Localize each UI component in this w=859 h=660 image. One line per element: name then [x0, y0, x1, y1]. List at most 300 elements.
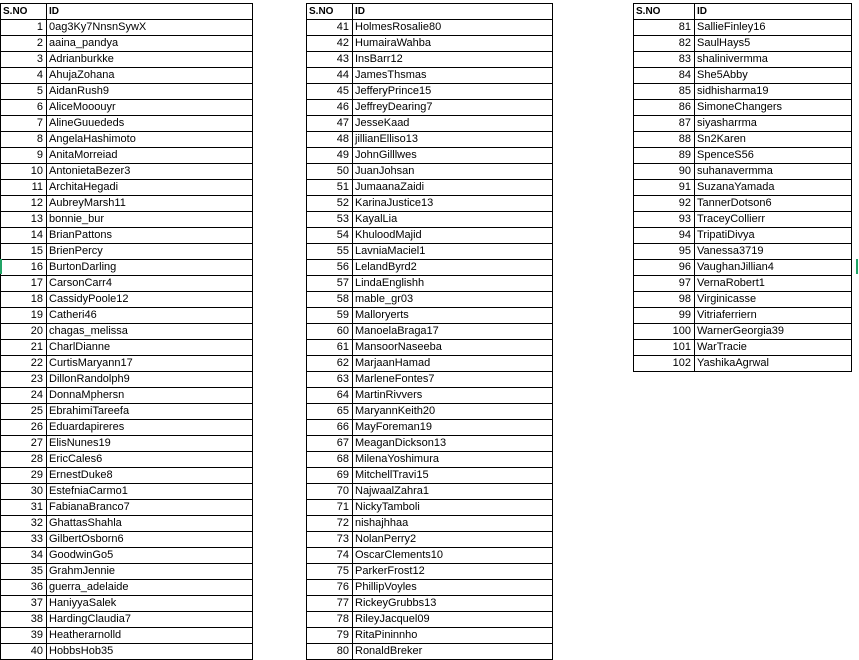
id-cell[interactable]: GilbertOsborn6: [47, 532, 253, 548]
sno-cell[interactable]: 3: [1, 52, 47, 68]
table-row: [634, 20, 852, 36]
id-cell[interactable]: NolanPerry2: [353, 532, 553, 548]
id-table-block-3: [633, 3, 852, 372]
table-row: [307, 292, 553, 308]
id-cell[interactable]: suhanavermma: [695, 164, 852, 180]
row-marker-right: [856, 259, 858, 274]
sno-cell[interactable]: 41: [307, 20, 353, 36]
sno-cell[interactable]: 11: [1, 180, 47, 196]
table-row: [307, 116, 553, 132]
table-row: [1, 276, 253, 292]
sno-cell[interactable]: 82: [634, 36, 695, 52]
table-row: [307, 532, 553, 548]
id-cell[interactable]: JeffreyDearing7: [353, 100, 553, 116]
id-cell[interactable]: MilenaYoshimura: [353, 452, 553, 468]
table-row: [307, 20, 553, 36]
id-cell[interactable]: HaniyyaSalek: [47, 596, 253, 612]
id-cell[interactable]: bonnie_bur: [47, 212, 253, 228]
table-row: [1, 500, 253, 516]
table-row: [307, 260, 553, 276]
header-row: [307, 4, 553, 20]
table-row: [1, 244, 253, 260]
id-cell[interactable]: JefferyPrince15: [353, 84, 553, 100]
id-cell[interactable]: WarnerGeorgia39: [695, 324, 852, 340]
table-row: [307, 100, 553, 116]
table-row: [307, 68, 553, 84]
sno-cell[interactable]: 20: [1, 324, 47, 340]
id-cell[interactable]: ErnestDuke8: [47, 468, 253, 484]
sno-cell[interactable]: 39: [1, 628, 47, 644]
table-row: [307, 228, 553, 244]
id-cell[interactable]: Catheri46: [47, 308, 253, 324]
sno-cell[interactable]: 43: [307, 52, 353, 68]
sno-cell[interactable]: 78: [307, 612, 353, 628]
table-row: [307, 372, 553, 388]
sno-cell[interactable]: 34: [1, 548, 47, 564]
sno-cell[interactable]: 10: [1, 164, 47, 180]
sno-cell[interactable]: 51: [307, 180, 353, 196]
table-row: [1, 596, 253, 612]
table-row: [307, 180, 553, 196]
table-row: [1, 420, 253, 436]
sno-cell[interactable]: 83: [634, 52, 695, 68]
table-row: [634, 292, 852, 308]
id-cell[interactable]: LavniaMaciel1: [353, 244, 553, 260]
sno-cell[interactable]: 6: [1, 100, 47, 116]
sno-cell[interactable]: 53: [307, 212, 353, 228]
sno-cell[interactable]: 86: [634, 100, 695, 116]
table-row: [1, 196, 253, 212]
sno-cell[interactable]: 84: [634, 68, 695, 84]
sno-cell[interactable]: 75: [307, 564, 353, 580]
sno-cell[interactable]: 54: [307, 228, 353, 244]
id-cell[interactable]: DonnaMphersn: [47, 388, 253, 404]
sno-cell[interactable]: 1: [1, 20, 47, 36]
id-cell[interactable]: Vitriaferriern: [695, 308, 852, 324]
sno-cell[interactable]: 31: [1, 500, 47, 516]
id-table-block-2: [306, 3, 553, 660]
id-cell[interactable]: AidanRush9: [47, 84, 253, 100]
table-row: [1, 324, 253, 340]
id-cell[interactable]: AhujaZohana: [47, 68, 253, 84]
id-cell[interactable]: JohnGilllwes: [353, 148, 553, 164]
id-cell[interactable]: RickeyGrubbs13: [353, 596, 553, 612]
table-row: [307, 388, 553, 404]
sno-cell[interactable]: 26: [1, 420, 47, 436]
sno-cell[interactable]: 22: [1, 356, 47, 372]
sno-cell[interactable]: 8: [1, 132, 47, 148]
table-row: [634, 324, 852, 340]
sno-cell[interactable]: 89: [634, 148, 695, 164]
id-cell[interactable]: CassidyPoole12: [47, 292, 253, 308]
sno-cell[interactable]: 94: [634, 228, 695, 244]
id-cell[interactable]: TripatiDivya: [695, 228, 852, 244]
sno-cell[interactable]: 59: [307, 308, 353, 324]
id-cell[interactable]: VaughanJillian4: [695, 260, 852, 276]
id-cell[interactable]: LelandByrd2: [353, 260, 553, 276]
id-cell[interactable]: Sn2Karen: [695, 132, 852, 148]
id-cell[interactable]: JesseKaad: [353, 116, 553, 132]
sno-cell[interactable]: 71: [307, 500, 353, 516]
table-row: [634, 244, 852, 260]
id-cell[interactable]: EstefniaCarmo1: [47, 484, 253, 500]
table-row: [1, 68, 253, 84]
table-row: [307, 148, 553, 164]
id-cell[interactable]: Virginicasse: [695, 292, 852, 308]
id-cell[interactable]: CarsonCarr4: [47, 276, 253, 292]
sno-cell[interactable]: 47: [307, 116, 353, 132]
table-row: [1, 644, 253, 660]
table-row: [307, 244, 553, 260]
table-row: [307, 420, 553, 436]
sno-cell[interactable]: 16: [1, 260, 47, 276]
sno-cell[interactable]: 18: [1, 292, 47, 308]
sno-cell[interactable]: 46: [307, 100, 353, 116]
sno-cell[interactable]: 66: [307, 420, 353, 436]
sno-cell[interactable]: 91: [634, 180, 695, 196]
sno-cell[interactable]: 64: [307, 388, 353, 404]
id-cell[interactable]: RitaPininnho: [353, 628, 553, 644]
table-row: [1, 372, 253, 388]
sno-cell[interactable]: 87: [634, 116, 695, 132]
sno-cell[interactable]: 33: [1, 532, 47, 548]
table-row: [634, 84, 852, 100]
sno-cell[interactable]: 85: [634, 84, 695, 100]
id-cell[interactable]: RileyJacquel09: [353, 612, 553, 628]
id-cell[interactable]: GhattasShahla: [47, 516, 253, 532]
sno-cell[interactable]: 93: [634, 212, 695, 228]
table-row: [634, 340, 852, 356]
table-row: [307, 404, 553, 420]
id-cell[interactable]: nishajhhaa: [353, 516, 553, 532]
table-row: [307, 52, 553, 68]
id-cell[interactable]: guerra_adelaide: [47, 580, 253, 596]
id-cell[interactable]: VernaRobert1: [695, 276, 852, 292]
id-cell[interactable]: AlineGuuededs: [47, 116, 253, 132]
sno-cell[interactable]: 38: [1, 612, 47, 628]
sno-cell[interactable]: 13: [1, 212, 47, 228]
id-cell[interactable]: YashikaAgrwal: [695, 356, 852, 372]
table-row: [634, 308, 852, 324]
table-row: [1, 388, 253, 404]
table-row: [1, 564, 253, 580]
sno-cell[interactable]: 30: [1, 484, 47, 500]
table-row: [1, 148, 253, 164]
id-cell[interactable]: Adrianburkke: [47, 52, 253, 68]
id-cell[interactable]: KhuloodMajid: [353, 228, 553, 244]
sno-cell[interactable]: 102: [634, 356, 695, 372]
id-cell[interactable]: SuzanaYamada: [695, 180, 852, 196]
table-row: [307, 484, 553, 500]
id-cell[interactable]: chagas_melissa: [47, 324, 253, 340]
sno-cell[interactable]: 37: [1, 596, 47, 612]
table-row: [307, 436, 553, 452]
id-cell[interactable]: Eduardapireres: [47, 420, 253, 436]
sno-cell[interactable]: 90: [634, 164, 695, 180]
id-cell[interactable]: aaina_pandya: [47, 36, 253, 52]
sno-cell[interactable]: 4: [1, 68, 47, 84]
sno-header[interactable]: S.NO: [634, 4, 695, 20]
sno-header[interactable]: S.NO: [307, 4, 353, 20]
id-cell[interactable]: NickyTamboli: [353, 500, 553, 516]
table-row: [1, 36, 253, 52]
table-row: [1, 308, 253, 324]
sno-cell[interactable]: 68: [307, 452, 353, 468]
id-cell[interactable]: shalinivermma: [695, 52, 852, 68]
sno-header[interactable]: S.NO: [1, 4, 47, 20]
table-row: [307, 500, 553, 516]
table-row: [307, 452, 553, 468]
id-cell[interactable]: TraceyCollierr: [695, 212, 852, 228]
sno-cell[interactable]: 28: [1, 452, 47, 468]
id-cell[interactable]: MarleneFontes7: [353, 372, 553, 388]
table-row: [307, 468, 553, 484]
sno-cell[interactable]: 35: [1, 564, 47, 580]
sno-cell[interactable]: 63: [307, 372, 353, 388]
sno-cell[interactable]: 99: [634, 308, 695, 324]
id-cell[interactable]: DillonRandolph9: [47, 372, 253, 388]
table-row: [1, 132, 253, 148]
id-cell[interactable]: GrahmJennie: [47, 564, 253, 580]
table-row: [307, 564, 553, 580]
id-cell[interactable]: She5Abby: [695, 68, 852, 84]
id-cell[interactable]: SallieFinley16: [695, 20, 852, 36]
id-cell[interactable]: ParkerFrost12: [353, 564, 553, 580]
sno-cell[interactable]: 77: [307, 596, 353, 612]
id-cell[interactable]: SimoneChangers: [695, 100, 852, 116]
table-row: [1, 484, 253, 500]
table-row: [1, 532, 253, 548]
id-cell[interactable]: AnitaMorreiad: [47, 148, 253, 164]
id-cell[interactable]: MansoorNaseeba: [353, 340, 553, 356]
sno-cell[interactable]: 44: [307, 68, 353, 84]
sno-cell[interactable]: 69: [307, 468, 353, 484]
id-cell[interactable]: ArchitaHegadi: [47, 180, 253, 196]
id-cell[interactable]: PhillipVoyles: [353, 580, 553, 596]
sno-cell[interactable]: 48: [307, 132, 353, 148]
id-cell[interactable]: Vanessa3719: [695, 244, 852, 260]
table-row: [307, 84, 553, 100]
id-cell[interactable]: BurtonDarling: [47, 260, 253, 276]
sno-cell[interactable]: 73: [307, 532, 353, 548]
id-cell[interactable]: GoodwinGo5: [47, 548, 253, 564]
sno-cell[interactable]: 50: [307, 164, 353, 180]
id-cell[interactable]: BrianPattons: [47, 228, 253, 244]
sno-cell[interactable]: 5: [1, 84, 47, 100]
table-row: [1, 228, 253, 244]
id-cell[interactable]: MaryannKeith20: [353, 404, 553, 420]
sno-cell[interactable]: 27: [1, 436, 47, 452]
id-cell[interactable]: AngelaHashimoto: [47, 132, 253, 148]
id-cell[interactable]: MayForeman19: [353, 420, 553, 436]
id-cell[interactable]: 0ag3Ky7NnsnSywX: [47, 20, 253, 36]
table-row: [1, 212, 253, 228]
id-cell[interactable]: CharlDianne: [47, 340, 253, 356]
id-cell[interactable]: AliceMooouyr: [47, 100, 253, 116]
id-header[interactable]: ID: [353, 4, 553, 20]
table-row: [1, 292, 253, 308]
id-cell[interactable]: JamesThsmas: [353, 68, 553, 84]
sno-cell[interactable]: 61: [307, 340, 353, 356]
sno-cell[interactable]: 15: [1, 244, 47, 260]
sno-cell[interactable]: 72: [307, 516, 353, 532]
table-row: [307, 340, 553, 356]
id-cell[interactable]: Malloryerts: [353, 308, 553, 324]
table-row: [634, 36, 852, 52]
sno-cell[interactable]: 42: [307, 36, 353, 52]
sno-cell[interactable]: 97: [634, 276, 695, 292]
sno-cell[interactable]: 95: [634, 244, 695, 260]
table-row: [1, 628, 253, 644]
sno-cell[interactable]: 45: [307, 84, 353, 100]
table-row: [634, 180, 852, 196]
id-cell[interactable]: MeaganDickson13: [353, 436, 553, 452]
id-cell[interactable]: KayalLia: [353, 212, 553, 228]
sno-cell[interactable]: 17: [1, 276, 47, 292]
table-row: [307, 596, 553, 612]
table-row: [1, 116, 253, 132]
sno-cell[interactable]: 49: [307, 148, 353, 164]
id-cell[interactable]: AubreyMarsh11: [47, 196, 253, 212]
sno-cell[interactable]: 12: [1, 196, 47, 212]
sno-cell[interactable]: 101: [634, 340, 695, 356]
id-cell[interactable]: HumairaWahba: [353, 36, 553, 52]
table-row: [307, 644, 553, 660]
sno-cell[interactable]: 98: [634, 292, 695, 308]
sno-cell[interactable]: 19: [1, 308, 47, 324]
sno-cell[interactable]: 76: [307, 580, 353, 596]
id-cell[interactable]: KarinaJustice13: [353, 196, 553, 212]
id-cell[interactable]: RonaldBreker: [353, 644, 553, 660]
sno-cell[interactable]: 88: [634, 132, 695, 148]
sno-cell[interactable]: 80: [307, 644, 353, 660]
table-row: [1, 452, 253, 468]
id-cell[interactable]: WarTracie: [695, 340, 852, 356]
id-cell[interactable]: OscarClements10: [353, 548, 553, 564]
header-row: [1, 4, 253, 20]
id-cell[interactable]: JumaanaZaidi: [353, 180, 553, 196]
table-row: [634, 228, 852, 244]
sno-cell[interactable]: 2: [1, 36, 47, 52]
sno-cell[interactable]: 24: [1, 388, 47, 404]
id-cell[interactable]: TannerDotson6: [695, 196, 852, 212]
header-row: [634, 4, 852, 20]
sno-cell[interactable]: 25: [1, 404, 47, 420]
sno-cell[interactable]: 21: [1, 340, 47, 356]
sno-cell[interactable]: 92: [634, 196, 695, 212]
sno-cell[interactable]: 29: [1, 468, 47, 484]
table-row: [307, 276, 553, 292]
row-marker-left: [0, 259, 2, 274]
id-cell[interactable]: ElisNunes19: [47, 436, 253, 452]
sno-cell[interactable]: 7: [1, 116, 47, 132]
sno-cell[interactable]: 52: [307, 196, 353, 212]
sno-cell[interactable]: 14: [1, 228, 47, 244]
table-row: [634, 148, 852, 164]
id-cell[interactable]: SpenceS56: [695, 148, 852, 164]
id-cell[interactable]: JuanJohsan: [353, 164, 553, 180]
table-row: [634, 356, 852, 372]
table-row: [1, 52, 253, 68]
table-row: [1, 100, 253, 116]
sno-cell[interactable]: 70: [307, 484, 353, 500]
sno-cell[interactable]: 55: [307, 244, 353, 260]
table-row: [1, 436, 253, 452]
table-row: [634, 68, 852, 84]
sno-cell[interactable]: 67: [307, 436, 353, 452]
sno-cell[interactable]: 58: [307, 292, 353, 308]
table-row: [307, 36, 553, 52]
table-row: [634, 52, 852, 68]
id-cell[interactable]: BrienPercy: [47, 244, 253, 260]
id-cell[interactable]: EricCales6: [47, 452, 253, 468]
sno-cell[interactable]: 96: [634, 260, 695, 276]
id-cell[interactable]: sidhisharma19: [695, 84, 852, 100]
table-row: [1, 612, 253, 628]
sno-cell[interactable]: 74: [307, 548, 353, 564]
id-cell[interactable]: CurtisMaryann17: [47, 356, 253, 372]
sno-cell[interactable]: 81: [634, 20, 695, 36]
id-cell[interactable]: MitchellTravi15: [353, 468, 553, 484]
id-cell[interactable]: MartinRivvers: [353, 388, 553, 404]
table-row: [634, 196, 852, 212]
table-row: [1, 548, 253, 564]
id-cell[interactable]: siyasharrma: [695, 116, 852, 132]
id-cell[interactable]: jillianElliso13: [353, 132, 553, 148]
sno-cell[interactable]: 62: [307, 356, 353, 372]
table-row: [1, 580, 253, 596]
sno-cell[interactable]: 36: [1, 580, 47, 596]
id-cell[interactable]: HobbsHob35: [47, 644, 253, 660]
sno-cell[interactable]: 60: [307, 324, 353, 340]
table-row: [307, 164, 553, 180]
table-row: [307, 580, 553, 596]
id-cell[interactable]: FabianaBranco7: [47, 500, 253, 516]
id-cell[interactable]: mable_gr03: [353, 292, 553, 308]
sno-cell[interactable]: 9: [1, 148, 47, 164]
id-cell[interactable]: AntonietaBezer3: [47, 164, 253, 180]
table-row: [1, 356, 253, 372]
id-cell[interactable]: ManoelaBraga17: [353, 324, 553, 340]
sno-cell[interactable]: 100: [634, 324, 695, 340]
table-row: [1, 260, 253, 276]
table-row: [307, 308, 553, 324]
sno-cell[interactable]: 23: [1, 372, 47, 388]
table-row: [634, 132, 852, 148]
id-cell[interactable]: SaulHays5: [695, 36, 852, 52]
id-header[interactable]: ID: [47, 4, 253, 20]
id-cell[interactable]: Heatherarnolld: [47, 628, 253, 644]
sno-cell[interactable]: 56: [307, 260, 353, 276]
table-row: [307, 212, 553, 228]
sno-cell[interactable]: 57: [307, 276, 353, 292]
id-header[interactable]: ID: [695, 4, 852, 20]
table-row: [307, 628, 553, 644]
id-cell[interactable]: NajwaalZahra1: [353, 484, 553, 500]
id-cell[interactable]: LindaEnglishh: [353, 276, 553, 292]
sno-cell[interactable]: 40: [1, 644, 47, 660]
sno-cell[interactable]: 65: [307, 404, 353, 420]
id-cell[interactable]: InsBarr12: [353, 52, 553, 68]
table-row: [634, 100, 852, 116]
sno-cell[interactable]: 79: [307, 628, 353, 644]
id-cell[interactable]: EbrahimiTareefa: [47, 404, 253, 420]
id-cell[interactable]: HardingClaudia7: [47, 612, 253, 628]
id-cell[interactable]: MarjaanHamad: [353, 356, 553, 372]
table-row: [307, 132, 553, 148]
sno-cell[interactable]: 32: [1, 516, 47, 532]
id-cell[interactable]: HolmesRosalie80: [353, 20, 553, 36]
